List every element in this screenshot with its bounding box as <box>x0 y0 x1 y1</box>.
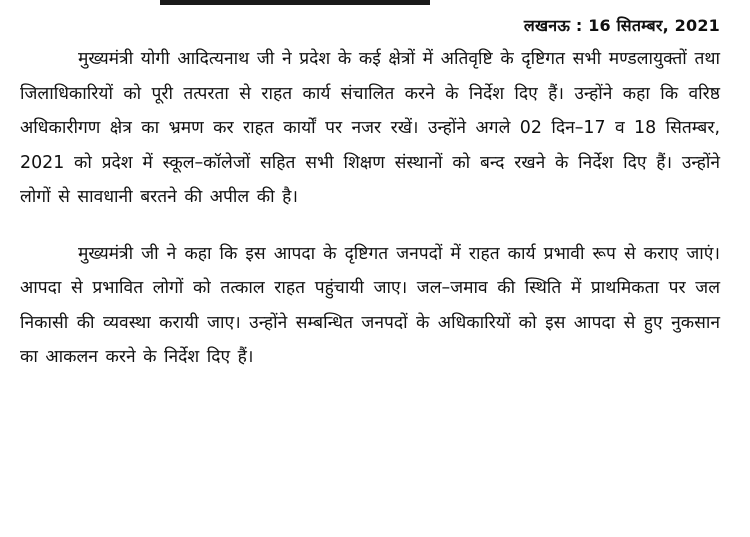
header-underline <box>160 0 430 5</box>
dateline: लखनऊ : 16 सितम्बर, 2021 <box>523 16 720 35</box>
paragraph-1: मुख्यमंत्री योगी आदित्यनाथ जी ने प्रदेश के कई क्षेत्रों में अतिवृष्टि के दृष्टिगत सभी मण्डलायुक्तों तथा जिलाधिकारियों को पूरी तत्परता से राहत कार्य संचालित करने के निर्देश दिए हैं। उन्होंने कहा कि वरिष्ठ अधिकारीगण क्षेत्र का भ्रमण कर राहत कार्यों पर नजर रखें। उन्होंने अगले 02 दिन–17 व 18 सितम्बर, 2021 को प्रदेश में स्कूल–कॉलेजों सहित सभी शिक्षण संस्थानों को बन्द रखने के निर्देश दिए हैं। उन्होंने लोगों से सावधानी बरतने की अपील की है। <box>20 49 720 207</box>
article-body <box>20 42 720 375</box>
paragraph-2: मुख्यमंत्री जी ने कहा कि इस आपदा के दृष्टिगत जनपदों में राहत कार्य प्रभावी रूप से कराए जाएं। आपदा से प्रभावित लोगों को तत्काल राहत पहुंचायी जाए। जल–जमाव की स्थिति में प्राथमिकता पर जल निकासी की व्यवस्था करायी जाए। उन्होंने सम्बन्धित जनपदों के अधिकारियों को इस आपदा से हुए नुकसान का आकलन करने के निर्देश दिए हैं। <box>20 243 720 367</box>
